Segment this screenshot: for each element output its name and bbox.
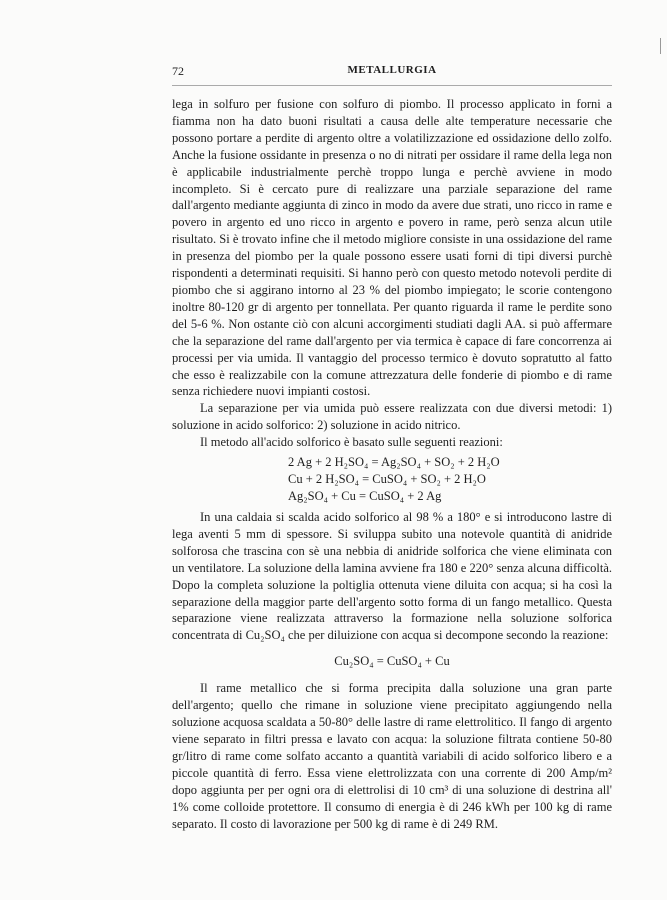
paragraph-1: lega in solfuro per fusione con solfuro di piombo. Il processo applicato in forni a fiamma non ha dato buoni risultati a causa delle alte temperature necessarie che possono portare a perdite di argento oltre a volatilizzazione ed ossidazione dello zolfo. Anche la fusione ossidante in presenza o no di nitrati per ossidare il rame della lega non è applicabile industrialmente perchè troppo lunga e perchè avviene in modo incompleto. Si è cercato pure di realizzare una parziale separazione del rame dall'argento mediante aggiunta di zinco in modo da avere due strati, uno ricco in rame e povero in argento ed uno ricco in argento e povero in rame, però senza alcun utile risultato. Si è trovato infine che il metodo migliore consiste in una ossidazione del rame in presenza del piombo per la quale possono essere usati forni di tipi diversi purchè rispondenti a determinati requisiti. Si hanno però con questo metodo notevoli perdite di piombo che si aggirano intorno al 23 % del piombo impiegato; le scorie contengono inoltre 80-120 gr di argento per tonnellata. Per quanto riguarda il rame le perdite sono del 5-6 %. Non ostante ciò con alcuni accorgimenti studiati dagli AA. si può affermare che la separazione del rame dall'argento per via termica è capace di fare concorrenza ai processi per via umida. Il vantaggio del processo termico è dovuto sopratutto al fatto che esso è realizzabile con la comune attrezzatura delle fonderie di piombo e di rame senza richiedere nuovi impianti costosi.: [172, 97, 612, 399]
header-rule: [172, 85, 612, 86]
paragraph-3: Il metodo all'acido solforico è basato sulle seguenti reazioni:: [200, 435, 503, 450]
page-header: [172, 64, 612, 82]
page-number: 72: [172, 64, 184, 78]
reaction-equations: [172, 454, 612, 505]
equation-4: Cu₂SO₄ = CuSO₄ + Cu: [334, 654, 450, 669]
equation-1: 2 Ag + 2 H₂SO₄ = Ag₂SO₄ + SO₂ + 2 H₂O: [288, 455, 500, 470]
body-text: [172, 96, 612, 832]
running-title: METALLURGIA: [347, 64, 437, 76]
paragraph-4: In una caldaia si scalda acido solforico al 98 % a 180° e si introducono lastre di lega aventi 5 mm di spessore. Si sviluppa subito una notevole quantità di anidride solforosa che trascina con sè una nebbia di anidride solforica che viene eliminata con un ventilatore. La soluzione della lamina avviene fra 180 e 220° senza alcuna difficoltà. Dopo la completa soluzione la poltiglia ottenuta viene diluita con acqua; si ha così la separazione della maggior parte dell'argento sotto forma di un fango metallico. Questa separazione viene realizzata attraverso la formazione nella soluzione solforica concentrata di Cu₂SO₄ che per diluizione con acqua si decompone secondo la reazione:: [172, 510, 612, 643]
paragraph-5: Il rame metallico che si forma precipita dalla soluzione una gran parte dell'argento; quello che rimane in soluzione viene precipitato aggiungendo nella soluzione acquosa scaldata a 50-80° delle lastre di rame elettrolitico. Il fango di argento viene separato in filtri pressa e lavato con acqua: la soluzione filtrata contiene 50-80 gr/litro di rame come solfato accanto a quantità variabili di acido solforico libero e a piccole quantità di ferro. Essa viene elettrolizzata con una corrente di 200 Amp/m² dopo aggiunta per per ogni ora di elettrolisi di 10 cm³ di una soluzione di destrina all' 1% come colloide protettore. Il consumo di energia è di 246 kWh per 100 kg di rame separato. Il costo di lavorazione per 500 kg di rame è di 249 RM.: [172, 681, 612, 831]
scan-edge-mark: [660, 38, 661, 54]
equation-2: Cu + 2 H₂SO₄ = CuSO₄ + SO₂ + 2 H₂O: [288, 472, 486, 487]
paragraph-2: La separazione per via umida può essere realizzata con due diversi metodi: 1) soluzione in acido solforico: 2) soluzione in acido nitrico.: [172, 401, 612, 433]
equation-3: Ag₂SO₄ + Cu = CuSO₄ + 2 Ag: [288, 489, 442, 504]
